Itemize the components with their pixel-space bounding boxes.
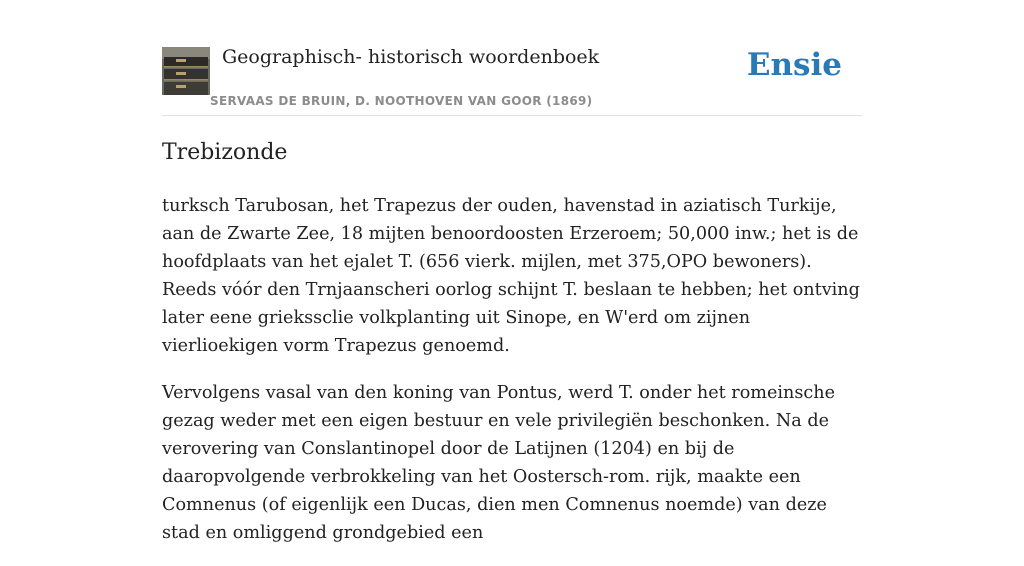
entry-title: Trebizonde bbox=[162, 140, 288, 165]
book-title-link[interactable]: Geographisch- historisch woordenboek bbox=[222, 46, 600, 68]
book-cover-thumbnail[interactable] bbox=[162, 47, 210, 95]
entry-paragraph: Vervolgens vasal van den koning van Pontus, werd T. onder het romeinsche gezag weder met een eigen bestuur en vele privilegiën beschonken. Na de verovering van Conslantinopel door de Latijnen (1204) en bij de daaropvolgende verbrokkeling van het Oostersch-rom. rijk, maakte een Comnenus (of eigenlijk een Ducas, dien men Comnenus noemde) van deze stad en omliggend grondgebied een bbox=[162, 383, 835, 543]
book-cover-icon bbox=[162, 47, 210, 95]
entry-body bbox=[162, 192, 862, 566]
book-author: SERVAAS DE BRUIN, D. NOOTHOVEN VAN GOOR (1869) bbox=[210, 94, 593, 108]
header bbox=[162, 0, 862, 116]
page bbox=[162, 0, 862, 543]
ensie-logo[interactable]: Ensie bbox=[746, 47, 842, 83]
entry-paragraph: turksch Tarubosan, het Trapezus der ouden, havenstad in aziatisch Turkije, aan de Zwarte Zee, 18 mijten benoordoosten Erzeroem; 50,000 inw.; het is de hoofdplaats van het ejalet T. (656 vierk. mijlen, met 375,OPO bewoners). Reeds vóór den Trnjaanscheri oorlog schijnt T. beslaan te hebben; het ontving later eene griekssclie volkplanting uit Sinope, en W'erd om zijnen vierlioekigen vorm Trapezus genoemd. bbox=[162, 196, 860, 356]
